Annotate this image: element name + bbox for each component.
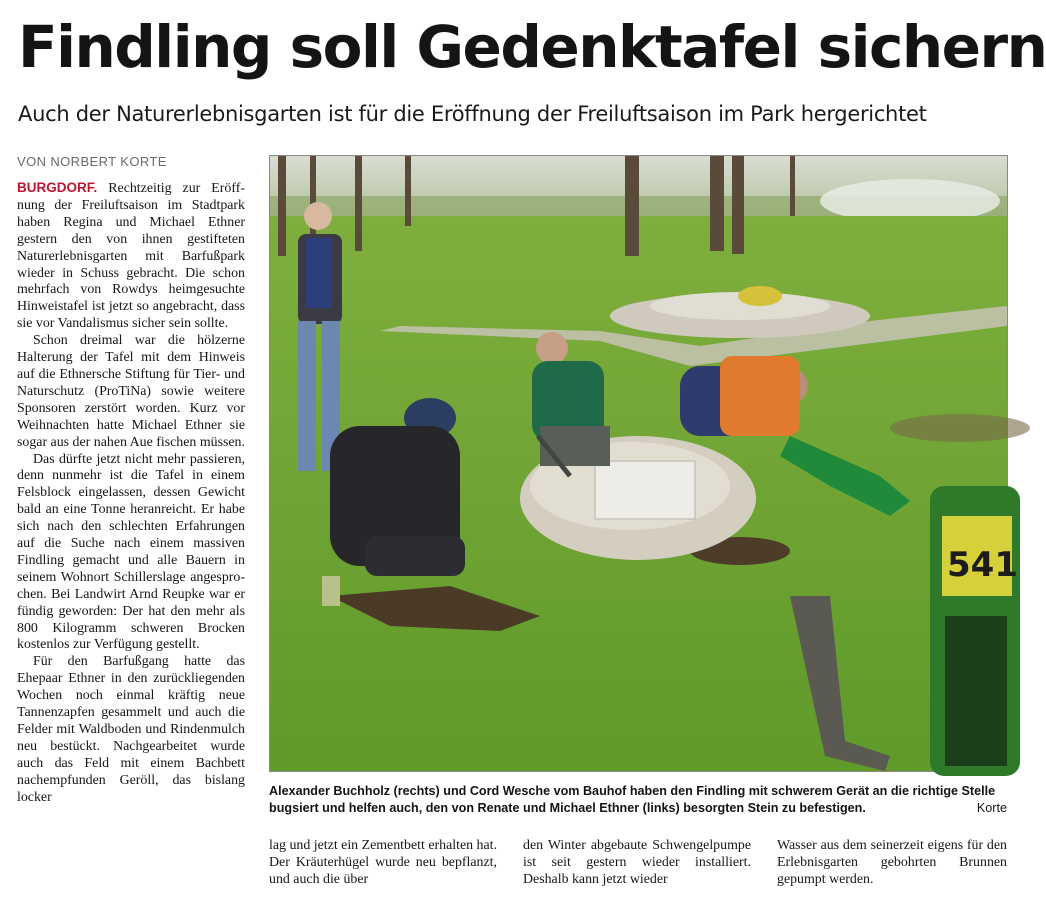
article-column-2 — [269, 838, 497, 889]
dateline: BURGDORF. — [17, 180, 98, 195]
caption-text: Alexander Buchholz (rechts) und Cord Wesche vom Bauhof haben den Findling mit schwerem Gerät an die richtige Stelle bugsiert und helfen auch, den von Renate und Michael Ethner (links) besorgten Stein zu befestigen. — [269, 784, 996, 815]
news-photo — [269, 155, 1018, 772]
column-4-text: Wasser aus dem seinerzeit eigens für den Erlebnisgarten gebohrten Brunnen gepumpt werden. — [777, 838, 1007, 887]
photo-credit: Korte — [976, 801, 1007, 815]
column-2-text: lag und jetzt ein Zementbett erhalten hat. Der Kräuterhügel wurde neu bepflanzt, und auch die über — [269, 838, 497, 887]
byline: VON NORBERT KORTE — [17, 154, 167, 169]
paragraph-2: Schon dreimal war die hölzerne Halterung der Tafel mit dem Hinweis auf die Ethnersche Stiftung für Tier- und Naturschutz (ProTiNa) sowie weitere Sponsoren zerstört worden. Kurz vor Weihnachten hatte Michael Ethner sie sogar aus der nahen Aue fischen müssen. — [17, 333, 245, 450]
article-column-3 — [523, 838, 751, 889]
paragraph-4: Für den Barfußgang hatte das Ehepaar Ethner in den zurückliegenden Wochen noch einmal kräftig neue Tannenzapfen gesammelt und auch die Felder mit Waldboden und Rindenmulch neu bestückt. Nachgearbeitet wurde auch das Feld mit einem Bachbett nachempfunden Geröll, das bislang locker — [17, 654, 245, 805]
photo-caption — [269, 783, 1007, 817]
paragraph-1-text: Rechtzeitig zur Eröffnung der Freiluftsaison im Stadtpark haben Regina und Michael Ethner gestern den von ihnen gestifteten Naturerlebnisgarten mit Barfußpark wieder in Schuss gebracht. Die schon mehrfach von Rowdys heimgesuchte Hinweistafel ist jetzt so angebracht, dass sie vor Vandalismus sicher sein sollte. — [17, 181, 245, 332]
paragraph-1 — [17, 180, 245, 333]
headline: Findling soll Gedenktafel sichern — [18, 13, 1046, 81]
park-scene-illustration — [270, 156, 1018, 771]
article-column-4 — [777, 838, 1007, 889]
article-column-1 — [17, 180, 245, 892]
column-3-text: den Winter abgebaute Schwengelpumpe ist seit gestern wieder installiert. Deshalb kann jetzt wieder — [523, 838, 751, 887]
tractor-number: 541 — [947, 545, 1018, 585]
paragraph-3: Das dürfte jetzt nicht mehr passieren, denn nunmehr ist die Tafel in einem Felsblock eingelassen, dessen Gewicht bald an eine Tonne heranreicht. Er habe sich nach den schlechten Erfahrungen auf die Suche nach einem massiven Findling gemacht und alle Bauern in seinem Wohnort Schillerslage angesprochen. Bei Landwirt Arnd Reupke war er fündig geworden: Der hat den mehr als 800 Kilogramm schweren Brocken kostenlos zur Verfügung gestellt. — [17, 451, 245, 653]
subheadline: Auch der Naturerlebnisgarten ist für die Eröffnung der Freiluftsaison im Park hergerichtet — [18, 102, 927, 126]
memorial-plaque — [595, 461, 695, 519]
